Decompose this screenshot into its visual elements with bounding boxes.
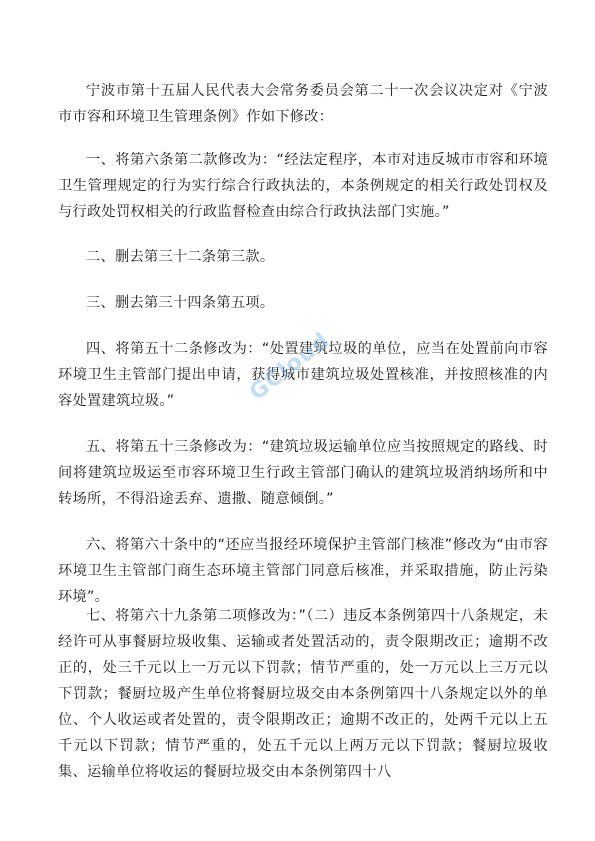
amendment-item-1: 一、将第六条第二款修改为：“经法定程序，本市对违反城市市容和环境卫生管理规定的行为实行综合行政执法的，本条例规定的相关行政处罚权及与行政处罚权相关的行政监督检查由综合行政执法部门实施。” [58,152,548,220]
amendment-item-3: 三、删去第三十四条第五项。 [86,295,275,311]
watermark-logo: GCloud [245,327,335,406]
amendment-item-6: 六、将第六十条中的“还应当报经环境保护主管部门核准”修改为“由市容环境卫生主管部门商生态环境主管部门同意后核准，并采取措施，防止污染环境”。 [58,537,548,605]
amendment-item-7: 七、将第六十九条第二项修改为：”（二）违反本条例第四十八条规定，未经许可从事餐厨垃圾收集、运输或者处置活动的，责令限期改正；逾期不改正的，处三千元以上一万元以下罚款；情节严重的，处一万元以上三万元以下罚款；餐厨垃圾产生单位将餐厨垃圾交由本条例第四十八条规定以外的单位、个人收运或者处置的，责令限期改正；逾期不改正的，处两千元以上五千元以下罚款；情节严重的，处五千元以上两万元以下罚款；餐厨垃圾收集、运输单位将收运的餐厨垃圾交由本条例第四十八 [58,608,548,780]
amendment-item-2: 二、删去第三十二条第三款。 [86,249,275,265]
preamble-paragraph: 宁波市第十五届人民代表大会常务委员会第二十一次会议决定对《宁波市市容和环境卫生管理条例》作如下修改： [58,83,548,125]
amendment-item-5: 五、将第五十三条修改为：“建筑垃圾运输单位应当按照规定的路线、时间将建筑垃圾运至市容环境卫生行政主管部门确认的建筑垃圾消纳场所和中转场所，不得沿途丢弃、遗撒、随意倾倒。” [58,439,548,507]
amendment-item-4: 四、将第五十二条修改为：“处置建筑垃圾的单位，应当在处置前向市容环境卫生主管部门提出申请，获得城市建筑垃圾处置核准，并按照核准的内容处置建筑垃圾。” [58,341,548,409]
